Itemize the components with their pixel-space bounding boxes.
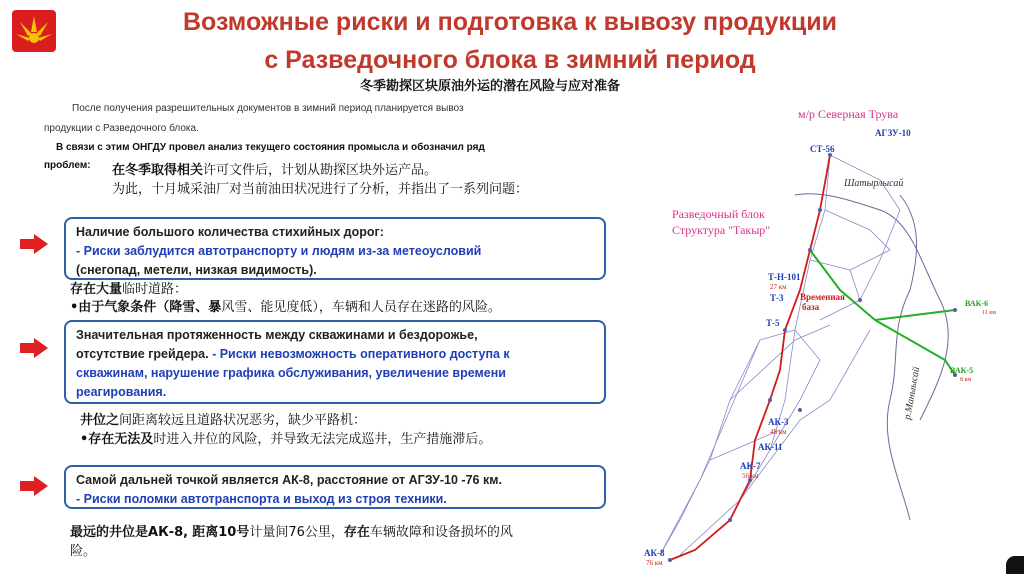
map-base-2: база xyxy=(802,302,820,312)
risk1-cn-c: 临时道路： xyxy=(122,282,188,297)
map-well-t3: Т-3 xyxy=(770,293,784,303)
map-block-line1: Разведочный блок xyxy=(672,207,765,221)
map-well-tn101-km: 27 км xyxy=(770,283,787,291)
risk3-cn-a: 最 xyxy=(70,525,84,540)
map-base-1: Временная xyxy=(800,292,845,302)
river-line xyxy=(887,195,916,520)
map-river-1: Шатырлысай xyxy=(844,178,904,189)
map-well-st56: СТ-56 xyxy=(810,144,835,154)
risk2-cn-line1 xyxy=(80,412,366,430)
green-route xyxy=(810,250,955,375)
risk1-cn-line1 xyxy=(70,281,187,299)
risk3-cn-e: 存在 xyxy=(343,525,370,540)
risk2-line2 xyxy=(76,345,594,364)
risk2-line4: реагирования. xyxy=(76,385,167,399)
risk2-line2-black: отсутствие грейдера. xyxy=(76,347,213,361)
risk3-blue: - Риски поломки автотранспорта и выход из строя техники. xyxy=(76,492,447,506)
risk1-title: Наличие большого количества стихийных дорог: xyxy=(76,225,384,239)
risk-arrow-icon xyxy=(20,338,48,358)
map-field-name: м/р Северная Трува xyxy=(798,107,899,121)
risk2-line1: Значительная протяженность между скважинами и бездорожье, xyxy=(76,328,478,342)
map-well-vak5-km: 8 км xyxy=(960,377,972,383)
risk1-cn-line2 xyxy=(70,299,501,317)
risk1-cn-b: 大量 xyxy=(96,282,123,297)
risk2-line3: скважинам, нарушение графика обслуживания, увеличение времени xyxy=(76,366,506,380)
risk3-cn-d: 计量间76公里， xyxy=(249,525,344,540)
risk-arrow-icon xyxy=(20,234,48,254)
intro-cn-line-1 xyxy=(112,162,437,180)
map-well-ak11: АК-11 xyxy=(758,442,783,452)
map-well-ak3-km: 48 км xyxy=(770,428,787,436)
intro-line-3: В связи с этим ОНГДУ провел анализ текущего состояния промысла и обозначил ряд xyxy=(56,142,485,153)
intro-line-4: проблем: xyxy=(44,160,91,171)
page-corner-tab xyxy=(1006,556,1024,574)
map-well-ak7: АК-7 xyxy=(740,461,761,471)
map-river-2: р.Маныысай xyxy=(902,366,923,421)
risk2-line2-blue: - Риски невозможность оперативного доступа к xyxy=(212,347,510,361)
page-subtitle-cn: 冬季勘探区块原油外运的潜在风险与应对准备 xyxy=(360,79,621,94)
risk2-cn-bold: 井位之 xyxy=(80,413,120,428)
risk1-cn2-rest: 风雪、能见度低），车辆和人员存在迷路的风险。 xyxy=(221,300,501,315)
risk-box-3 xyxy=(64,465,606,509)
risk3-line1: Самой дальней точкой является АК-8, расстояние от АГЗУ-10 -76 км. xyxy=(76,473,502,487)
page-title-line1: Возможные риски и подготовка к вывозу продукции xyxy=(183,8,837,36)
risk-box-1 xyxy=(64,217,606,280)
risk1-line3: (снегопад, метели, низкая видимость). xyxy=(76,263,317,277)
risk-arrow-icon xyxy=(20,476,48,496)
intro-line-1: После получения разрешительных документов в зимний период планируется вывоз xyxy=(72,103,464,114)
map-well-tn101: Т-Н-101 xyxy=(768,272,801,282)
risk2-cn2-rest: 时进入井位的风险，并导致无法完成巡井，生产措施滞后。 xyxy=(153,432,492,447)
map-well-vak6-km: 11 км xyxy=(982,310,996,316)
risk-box-2 xyxy=(64,320,606,404)
map-well-t5: Т-5 xyxy=(766,318,780,328)
field-map xyxy=(620,100,1020,570)
risk3-cn-f: 车辆故障和设备损坏的风 xyxy=(369,525,513,540)
intro-cn-rest: 许可文件后，计划从勘探区块外运产品。 xyxy=(203,163,438,178)
risk3-cn-b: 远的井位是АК-8, xyxy=(83,525,189,540)
map-well-vak6: ВАК-6 xyxy=(965,299,989,308)
map-well-ak7-km: 56 км xyxy=(742,472,759,480)
risk1-cn-a: 存在 xyxy=(70,282,97,297)
map-well-ak8: АК-8 xyxy=(644,548,665,558)
risk1-cn2-bold: •由于气象条件（降雪、暴 xyxy=(70,300,222,315)
intro-line-2: продукции с Разведочного блока. xyxy=(44,123,199,134)
risk3-cn-line1 xyxy=(70,524,513,542)
company-logo-icon xyxy=(10,8,58,54)
page-title-line2: с Разведочного блока в зимний период xyxy=(264,46,756,74)
map-block-line2: Структура "Такыр" xyxy=(672,223,771,237)
risk3-cn-c: 距离10号 xyxy=(192,525,250,540)
map-agzu-label: АГЗУ-10 xyxy=(875,128,911,138)
risk2-cn2-bold: •存在无法及 xyxy=(80,432,154,447)
risk2-cn-rest: 间距离较远且道路状况恶劣，缺少平路机： xyxy=(119,413,367,428)
risk1-blue: - Риски заблудится автотранспорту и людям из-за метеоусловий xyxy=(76,244,482,258)
map-well-vak5: ВАК-5 xyxy=(950,366,974,375)
map-well-ak8-km: 76 км xyxy=(646,559,663,567)
intro-cn-bold: 在冬季取得相关 xyxy=(112,163,204,178)
map-well-ak3: АК-3 xyxy=(768,417,789,427)
risk3-cn-line2: 险。 xyxy=(70,544,97,559)
intro-cn-line-2: 为此，十月城采油厂对当前油田状况进行了分析，并指出了一系列问题： xyxy=(112,182,529,197)
risk2-cn-line2 xyxy=(80,431,491,449)
